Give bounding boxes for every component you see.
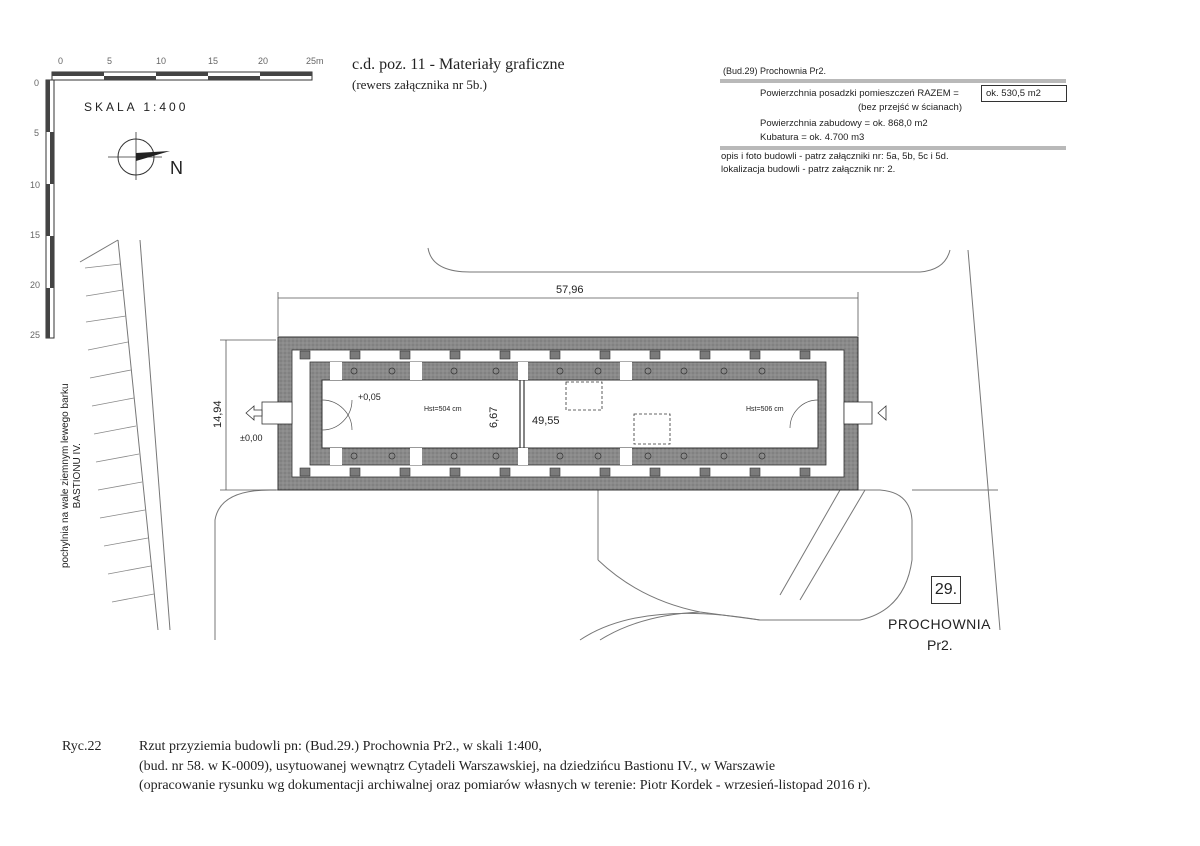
entrance-arrow-left-icon bbox=[246, 406, 262, 420]
floor-area-note: (bez przejść w ścianach) bbox=[858, 102, 963, 113]
entrance-arrow-right-icon bbox=[878, 406, 886, 420]
building-name: PROCHOWNIA bbox=[888, 616, 991, 632]
level-outside: ±0,00 bbox=[240, 433, 263, 443]
dim-overall-width: 14,94 bbox=[212, 400, 224, 428]
location-reference: lokalizacja budowli - patrz załącznik nr: 2. bbox=[721, 164, 896, 175]
building-code: Pr2. bbox=[927, 637, 953, 653]
scale-tick-v-10: 10 bbox=[30, 180, 41, 190]
caption-line3: (opracowanie rysunku wg dokumentacji archiwalnej oraz pomiarów własnych w terenie: Piotr Kordek - wrzesień-listopad 2016 r). bbox=[139, 778, 871, 793]
entrance-right bbox=[844, 402, 872, 424]
north-arrow-icon bbox=[108, 132, 170, 180]
dim-overall-length: 57,96 bbox=[556, 284, 584, 296]
scale-tick-v-0: 0 bbox=[34, 78, 40, 88]
height-right: Hst=506 cm bbox=[746, 406, 784, 413]
scale-tick-h-0: 0 bbox=[58, 56, 64, 66]
built-area: Powierzchnia zabudowy = ok. 868,0 m2 bbox=[760, 118, 928, 129]
floor-area-value: ok. 530,5 m2 bbox=[981, 85, 1067, 102]
building-number: 29. bbox=[931, 576, 961, 604]
header-title: c.d. poz. 11 - Materiały graficzne bbox=[352, 56, 565, 73]
rampart-note-line1: pochylnia na wale ziemnym lewego barku bbox=[60, 383, 71, 568]
scale-tick-h-15: 15 bbox=[208, 56, 219, 66]
rampart-note-line2: BASTIONU IV. bbox=[72, 443, 83, 509]
caption-ref: Ryc.22 bbox=[62, 739, 102, 754]
height-left: Hst=504 cm bbox=[424, 406, 462, 413]
scale-tick-v-20: 20 bbox=[30, 280, 41, 290]
info-box-title: (Bud.29) Prochownia Pr2. bbox=[723, 66, 827, 76]
dim-inner-length: 49,55 bbox=[532, 415, 560, 427]
scale-tick-v-5: 5 bbox=[34, 128, 40, 138]
level-inside: +0,05 bbox=[358, 392, 381, 402]
caption-line1: Rzut przyziemia budowli pn: (Bud.29.) Prochownia Pr2., w skali 1:400, bbox=[139, 739, 542, 754]
rampart-note bbox=[60, 383, 84, 568]
scale-tick-h-5: 5 bbox=[107, 56, 113, 66]
dim-inner-width: 6,67 bbox=[488, 406, 500, 428]
header-subtitle: (rewers załącznika nr 5b.) bbox=[352, 77, 487, 92]
description-reference: opis i foto budowli - patrz załączniki nr: 5a, 5b, 5c i 5d. bbox=[721, 151, 949, 162]
scale-label: SKALA 1:400 bbox=[84, 100, 189, 114]
north-label: N bbox=[170, 158, 183, 178]
building-volume: Kubatura = ok. 4.700 m3 bbox=[760, 132, 865, 143]
floor-area-label: Powierzchnia posadzki pomieszczeń RAZEM = bbox=[760, 88, 959, 99]
scale-tick-v-15: 15 bbox=[30, 230, 41, 240]
building-plan bbox=[262, 337, 872, 490]
entrance-left bbox=[262, 402, 292, 424]
scale-tick-h-25: 25m bbox=[306, 56, 324, 66]
scale-tick-h-10: 10 bbox=[156, 56, 167, 66]
scale-tick-h-20: 20 bbox=[258, 56, 269, 66]
caption-line2: (bud. nr 58. w K-0009), usytuowanej wewnątrz Cytadeli Warszawskiej, na dziedzińcu Bastionu IV., w Warszawie bbox=[139, 759, 776, 774]
scale-tick-v-25: 25 bbox=[30, 330, 41, 340]
rampart-ramp-steps bbox=[85, 264, 154, 602]
